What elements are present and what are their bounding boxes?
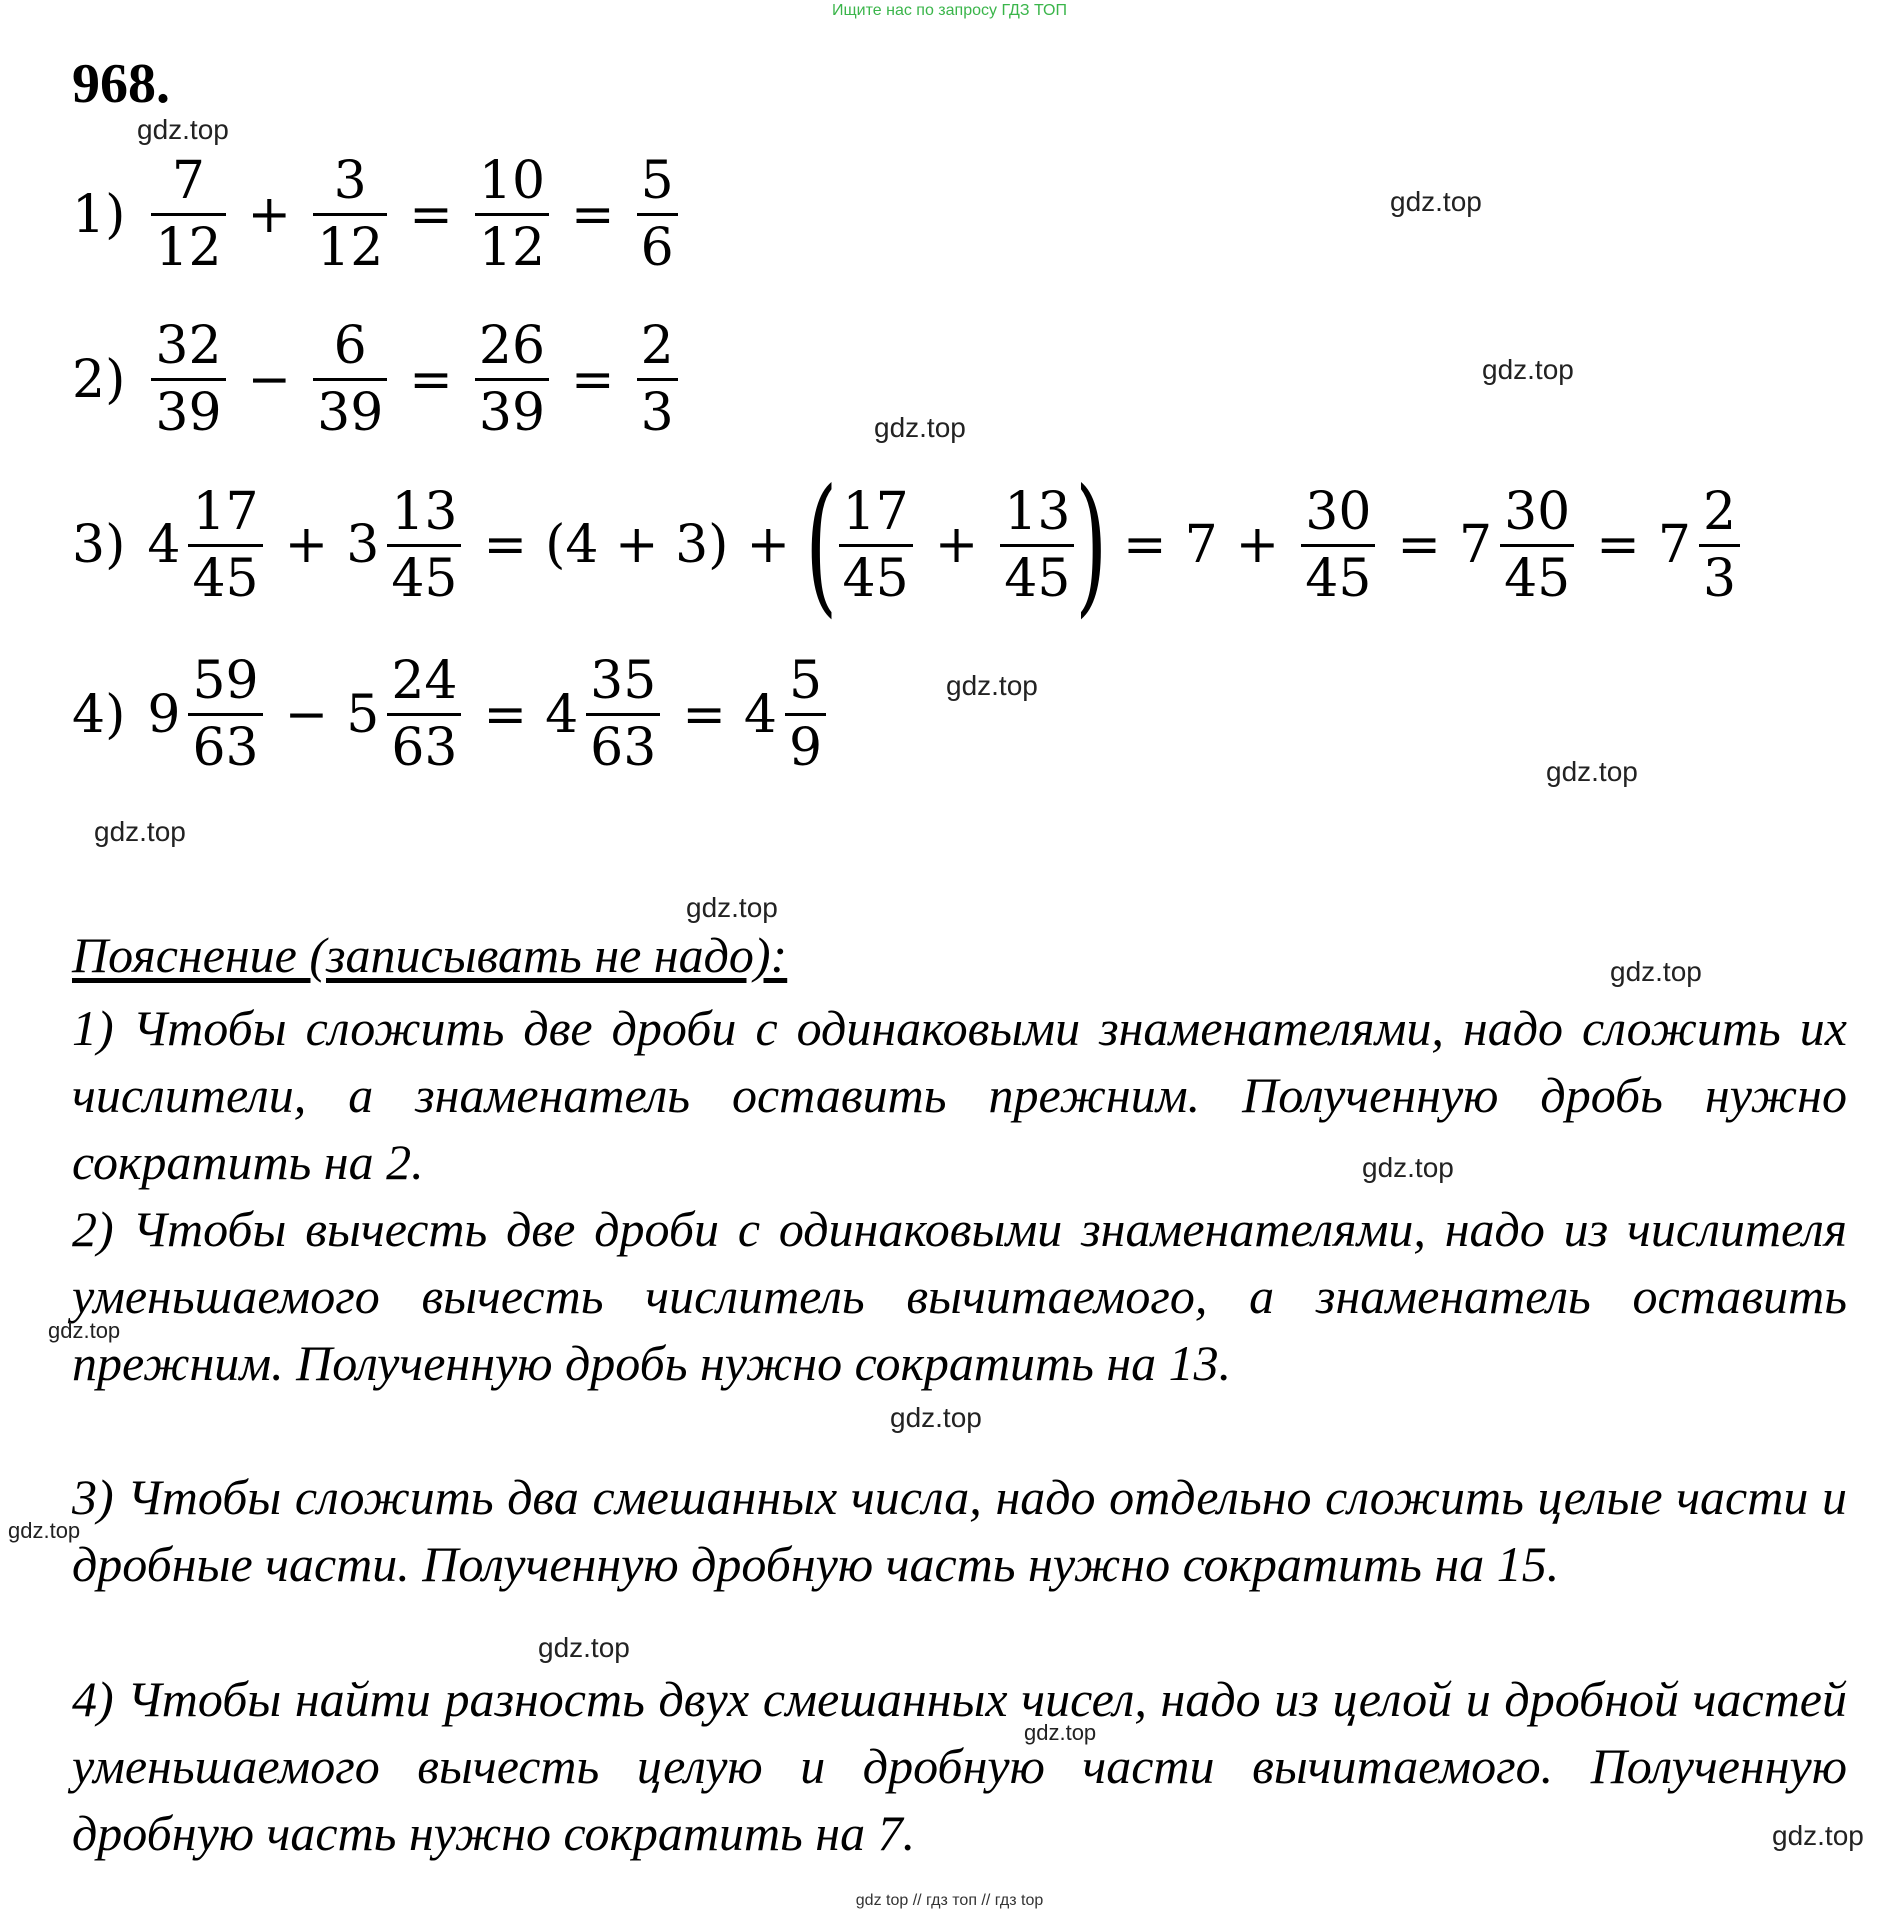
operator: =	[1397, 515, 1441, 575]
whole-part: 9	[147, 684, 181, 745]
watermark: gdz.top	[1024, 1720, 1097, 1745]
fraction	[637, 151, 678, 278]
left-parenthesis: (	[805, 458, 838, 632]
denominator: 63	[387, 713, 461, 774]
fraction	[785, 651, 826, 778]
numerator: 3	[333, 151, 367, 211]
numerator: 35	[590, 651, 657, 711]
operator: +	[934, 515, 979, 575]
fraction	[151, 151, 225, 278]
whole-part: 7	[1657, 515, 1691, 575]
operator: +	[284, 515, 329, 575]
numerator: 5	[640, 151, 674, 211]
watermark: gdz.top	[1772, 1820, 1864, 1851]
watermark: gdz.top	[874, 412, 966, 443]
equation-3	[72, 458, 1744, 632]
equation-label: 4)	[72, 684, 126, 745]
explanation-heading: Пояснение (записывать не надо):	[72, 927, 788, 983]
operator: =	[409, 184, 453, 245]
explanation-paragraph-3: 3) Чтобы сложить два смешанных числа, надо отдельно сложить целые части и дробные части. Полученную дробную часть нужно сократить на 15.	[72, 1469, 1847, 1592]
watermark: gdz.top	[8, 1518, 81, 1543]
equation-1	[72, 151, 682, 278]
math-term: (4 + 3)	[545, 515, 729, 575]
explanation-paragraph-2: 2) Чтобы вычесть две дроби с одинаковыми знаменателями, надо из числителя уменьшаемого вычесть числитель вычитаемого, а знаменатель оставить прежним. Полученную дробь нужно сократить на 13.	[72, 1201, 1847, 1391]
denominator: 12	[475, 213, 549, 274]
watermark: gdz.top	[1362, 1152, 1454, 1183]
operator: −	[247, 349, 292, 410]
denominator: 9	[785, 713, 826, 774]
fraction	[1301, 481, 1375, 609]
fraction	[188, 481, 262, 609]
numerator: 2	[640, 316, 674, 376]
numerator: 10	[478, 151, 546, 211]
numerator: 7	[171, 151, 205, 211]
numerator: 24	[391, 651, 458, 711]
top-banner-note: Ищите нас по запросу ГДЗ ТОП	[832, 2, 1067, 19]
denominator: 63	[586, 713, 660, 774]
watermark: gdz.top	[94, 816, 186, 847]
numerator: 59	[192, 651, 259, 711]
denominator: 45	[387, 544, 461, 605]
denominator: 45	[188, 544, 262, 605]
whole-part: 4	[743, 684, 777, 745]
operator: =	[1123, 515, 1167, 575]
numerator: 5	[789, 651, 823, 711]
right-parenthesis: )	[1075, 458, 1108, 632]
numerator: 26	[478, 316, 546, 376]
problem-number: 968.	[72, 53, 170, 115]
denominator: 12	[151, 213, 225, 274]
operator: =	[483, 515, 528, 575]
math-term: 7	[1184, 515, 1218, 575]
operator: =	[571, 184, 615, 245]
watermark: gdz.top	[137, 114, 229, 145]
operator: =	[483, 684, 528, 745]
bottom-banner-note: gdz top // гдз топ // гдз top	[855, 1892, 1044, 1909]
watermark: gdz.top	[48, 1318, 121, 1343]
equation-label: 1)	[72, 184, 126, 245]
whole-part: 5	[346, 684, 380, 745]
denominator: 6	[637, 213, 678, 274]
numerator: 17	[192, 481, 259, 542]
equation-2	[72, 316, 682, 443]
fraction	[188, 651, 262, 778]
operator: +	[247, 184, 292, 245]
fraction	[1500, 481, 1574, 609]
operator: =	[1596, 515, 1640, 575]
watermark: gdz.top	[686, 892, 778, 923]
numerator: 13	[391, 481, 458, 542]
watermark: gdz.top	[1390, 186, 1482, 217]
numerator: 2	[1702, 481, 1737, 542]
denominator: 45	[1500, 544, 1574, 605]
fraction	[1000, 481, 1074, 609]
denominator: 39	[475, 378, 549, 439]
watermark: gdz.top	[890, 1402, 982, 1433]
fraction	[151, 316, 225, 443]
denominator: 12	[313, 213, 387, 274]
numerator: 17	[842, 481, 909, 542]
denominator: 45	[839, 544, 913, 605]
fraction	[1699, 481, 1740, 609]
fraction	[839, 481, 913, 609]
denominator: 39	[151, 378, 225, 439]
equation-label: 2)	[72, 349, 126, 410]
denominator: 45	[1301, 544, 1375, 605]
numerator: 13	[1004, 481, 1071, 542]
denominator: 63	[188, 713, 262, 774]
numerator: 30	[1504, 481, 1571, 542]
numerator: 6	[333, 316, 367, 376]
whole-part: 3	[346, 515, 380, 575]
whole-part: 4	[147, 515, 181, 575]
watermark: gdz.top	[1482, 354, 1574, 385]
operator: =	[571, 349, 615, 410]
equation-label: 3)	[72, 515, 126, 575]
watermark: gdz.top	[538, 1632, 630, 1663]
equation-4	[72, 651, 830, 778]
fraction	[586, 651, 660, 778]
explanation-paragraph-1: 1) Чтобы сложить две дроби с одинаковыми знаменателями, надо сложить их числители, а знаменатель оставить прежним. Полученную дробь нужно сократить на 2.	[72, 1000, 1847, 1190]
whole-part: 7	[1459, 515, 1493, 575]
denominator: 3	[637, 378, 678, 439]
fraction	[387, 651, 461, 778]
operator: =	[682, 684, 726, 745]
whole-part: 4	[545, 684, 579, 745]
fraction	[313, 316, 387, 443]
explanation-paragraph-4: 4) Чтобы найти разность двух смешанных чисел, надо из целой и дробной частей уменьшаемого вычесть целую и дробную части вычитаемого. Полученную дробную часть нужно сократить на 7.	[72, 1671, 1847, 1861]
operator: +	[1235, 515, 1280, 575]
fraction	[387, 481, 461, 609]
numerator: 32	[155, 316, 222, 376]
denominator: 39	[313, 378, 387, 439]
operator: =	[409, 349, 453, 410]
watermark: gdz.top	[1610, 956, 1702, 987]
fraction	[475, 151, 549, 278]
operator: −	[284, 684, 329, 745]
denominator: 3	[1699, 544, 1740, 605]
fraction	[637, 316, 678, 443]
denominator: 45	[1000, 544, 1074, 605]
operator: +	[746, 515, 791, 575]
numerator: 30	[1305, 481, 1372, 542]
fraction	[475, 316, 549, 443]
watermark: gdz.top	[1546, 756, 1638, 787]
watermark: gdz.top	[946, 670, 1038, 701]
fraction	[313, 151, 387, 278]
